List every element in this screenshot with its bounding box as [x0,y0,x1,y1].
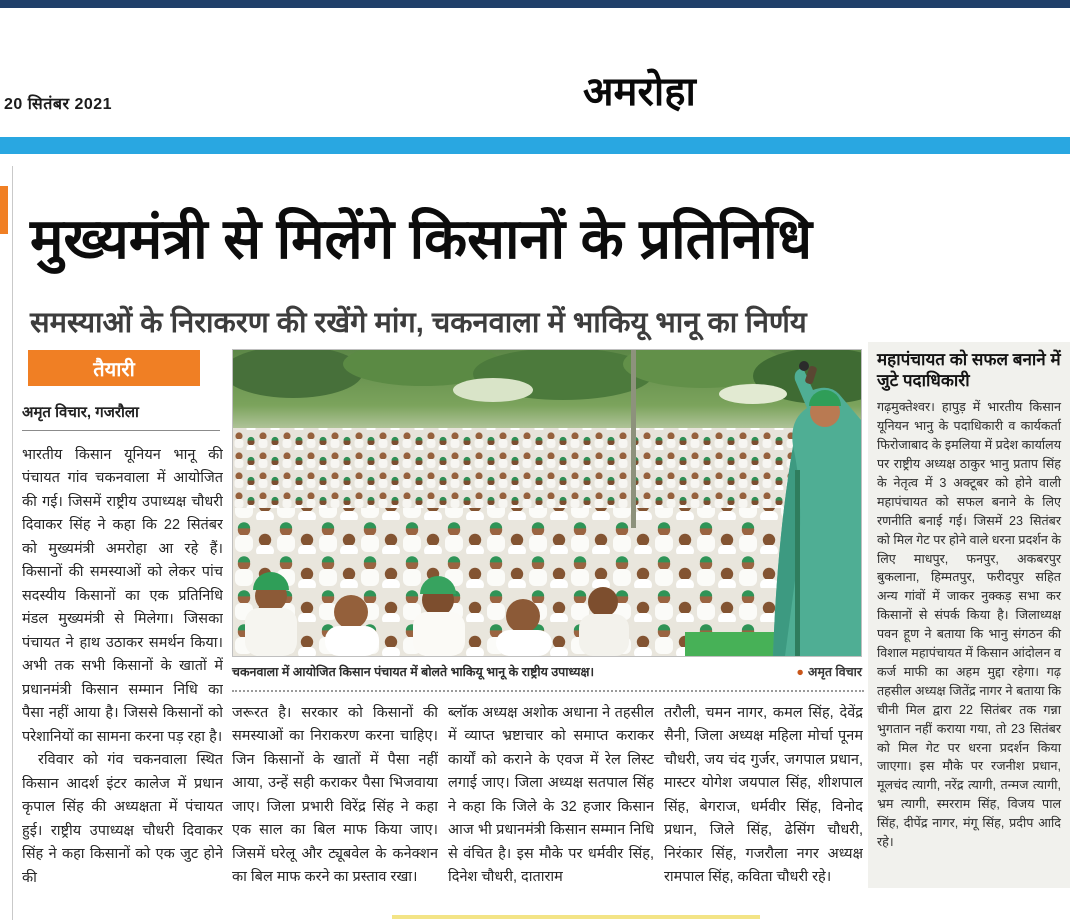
article-column-3: ब्लॉक अध्यक्ष अशोक अधाना ने तहसील में व्याप्त भ्रष्टाचार को समाप्त कराकर कार्यों को कराने के एवज में रेल लिस्ट लगाई जाए। जिला अध्यक्ष सतपाल सिंह ने कहा कि जिले के 32 हजार किसान आज भी प्रधानमंत्री किसान सम्मान निधि से वंचित है। इस मौके पर धर्मवीर सिंह, दिनेश चौधरी, दाताराम [448,705,654,886]
edition-date: 20 सितंबर 2021 [4,96,113,113]
paragraph: रविवार को गंव चकनवाला स्थित किसान आदर्श इंटर कालेज में प्रधान कृपाल सिंह की अध्यक्षता में पंचायत हुई। राष्ट्रीय उपाध्यक्ष चौधरी दिवाकर सिंह ने कहा किसानों को एक जुट होने की [22,752,223,886]
article-left-rule [12,166,13,920]
article-photo [232,349,862,657]
section-title: अमरोहा [583,70,696,114]
photo-caption-row [232,663,862,680]
photo-caption: चकनवाला में आयोजित किसान पंचायत में बोलते भाकियू भानू के राष्ट्रीय उपाध्यक्ष। [232,665,595,679]
pole [631,350,636,528]
section-divider-bar [0,137,1070,154]
caption-divider [232,690,864,692]
sidebar-headline: महापंचायत को सफल बनाने में जुटे पदाधिकारी [877,350,1061,390]
crowd-far [233,428,861,516]
microphone-icon [799,361,809,371]
top-navy-bar [0,0,1070,8]
article-subheadline: समस्याओं के निराकरण की रखेंगे मांग, चकनवाला में भाकियू भानू का निर्णय [30,307,807,340]
bullet-icon: ● [796,665,804,679]
photo-credit [796,663,862,680]
byline-divider [22,430,220,431]
farmers-panchayat-photo-illustration [233,350,861,656]
article-column-2: जरूरत है। सरकार को किसानों की समस्याओं का निराकरण करना चाहिए। जिन किसानों के खातों में पैसा नहीं आया, उन्हें सही कराकर पैसा भिजवाया जाए। जिला प्रभारी विरेंद्र सिंह ने कहा एक साल का बिल माफ किया जाए। जिसमें घरेलू और ट्यूबवेल के कनेक्शन का बिल माफ करने का प्रस्ताव रखा। [232,705,438,886]
photo-credit-text: अमृत विचार [807,665,862,679]
byline: अमृत विचार, गजरौला [22,404,139,421]
sidebar-article [868,342,1070,888]
mic-stand [795,470,800,656]
article-headline: मुख्यमंत्री से मिलेंगे किसानों के प्रतिनिधि [30,206,813,270]
bottom-accent-line [392,915,760,919]
sidebar-body: गढ़मुक्तेश्वर। हापुड़ में भारतीय किसान यूनियन भानु के पदाधिकारी व कार्यकर्ता फिरोजाबाद के इमलिया में प्रदेश कार्यालय पर राष्ट्रीय अध्यक्ष ठाकुर भानु प्रताप सिंह के नेतृत्व में 3 अक्टूबर को होने वाली महापंचायत को सफल बनाने के लिए रणनीति बनाई गई। जिसमें 23 सितंबर को मिल गेट पर होने वाले धरना प्रदर्शन के लिए माधपुर, फनपुर, अकबरपुर बुकलाना, हिम्मतपुर, फरीदपुर सहित अन्य गांवों में जाकर नुक्कड़ सभा कर किसानों से संपर्क किया है। जिलाध्यक्ष पवन हूण ने बताया कि भानु संगठन की विशाल महापंचायत में किसान आंदोलन व कर्ज माफी का अहम मुद्दा रहेगा। गढ़ तहसील अध्यक्ष जितेंद्र नागर ने बताया कि चीनी मिल द्वारा 22 सितंबर तक गन्ना भुगतान नहीं कराया गया, तो 23 सितंबर को मिल गेट पर धरना प्रदर्शन किया जाएगा। इस मौके पर रजनीश प्रधान, मूलचंद त्यागी, नरेंद्र त्यागी, तन्मज त्यागी, भ्रम त्यागी, स्मरराम सिंह, विजय पाल सिंह, दीपेंद्र नागर, मंगू सिंह, प्रदीप आदि रहे। [877,400,1061,849]
paragraph: भारतीय किसान यूनियन भानू की पंचायत गांव चकनवाला में आयोजित की गई। जिसमें राष्ट्रीय उपाध्यक्ष चौधरी दिवाकर सिंह ने कहा कि 22 सितंबर को मुख्यमंत्री अमरोहा आ रहे हैं। किसानों की समस्याओं को लेकर पांच सदस्यीय किसानों का एक प्रतिनिधि मंडल मुख्यमंत्री से मिलेगा। जिसका पंचायत ने हाथ उठाकर समर्थन किया। अभी तक सभी किसानों के खातों में प्रधानमंत्री किसान सम्मान निधि का पैसा नहीं आया है। जिससे किसानों को परेशानियों का सामना करना पड़ रहा है। [22,447,223,745]
headline-accent-bar [0,186,8,234]
kicker-badge: तैयारी [28,350,200,386]
article-column-1 [22,444,223,914]
article-column-4: तरौली, चमन नागर, कमल सिंह, देवेंद्र सैनी, जिला अध्यक्ष महिला मोर्चा पूनम चौधरी, जय चंद गुर्जर, जगपाल प्रधान, मास्टर योगेश जयपाल सिंह, शीशपाल सिंह, बेगराज, धर्मवीर सिंह, विनोद प्रधान, जिले सिंह, ढेसिंग चौधरी, निरंकार सिंह, गजरौला नगर अध्यक्ष रामपाल सिंह, कविता चौधरी रहे। [664,705,863,886]
